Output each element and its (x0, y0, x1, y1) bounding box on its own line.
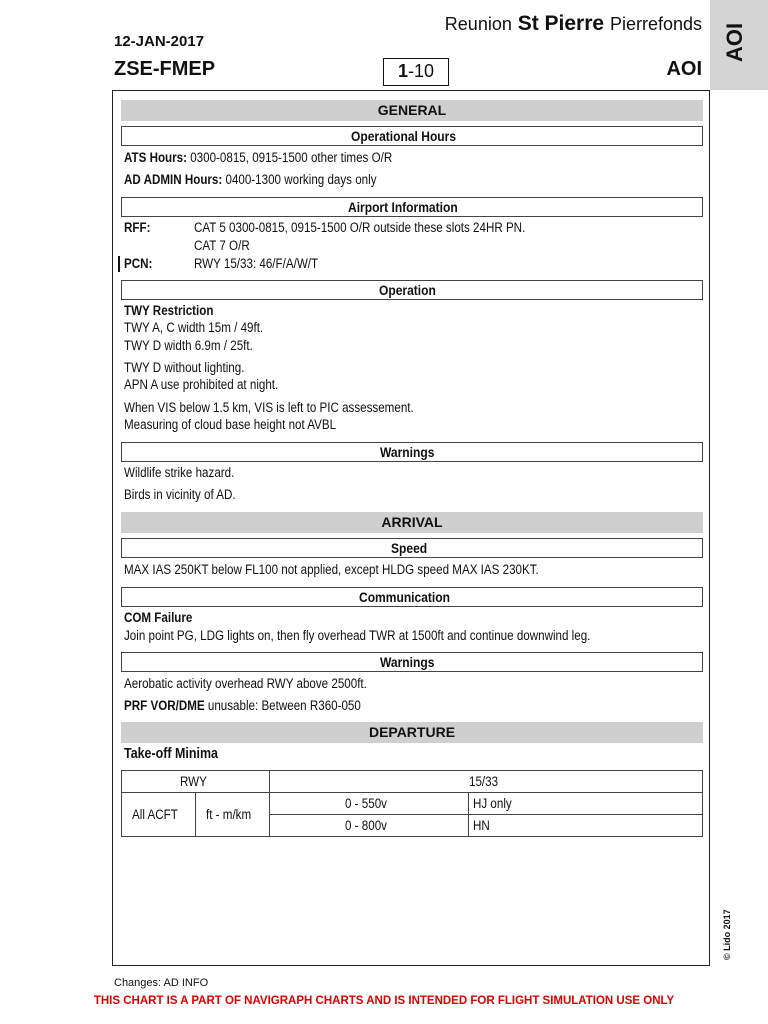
pcn-value-text: RWY 15/33: 46/F/A/W/T (194, 256, 319, 271)
arrival-header: ARRIVAL (121, 512, 703, 533)
rff-value-2 (194, 238, 259, 253)
minima-value-cell (269, 815, 469, 837)
operation-line (124, 320, 286, 335)
airport-city: Reunion (444, 14, 512, 34)
general-header: GENERAL (121, 100, 703, 121)
warning-line (124, 487, 254, 502)
airport-main-name: St Pierre (517, 12, 605, 35)
communication-header (121, 587, 703, 607)
operation-line (124, 417, 371, 432)
warning-line-2: Birds in vicinity of AD. (124, 487, 236, 502)
ad-admin-label: AD ADMIN Hours: (124, 172, 223, 187)
ad-admin-value: 0400-1300 working days only (222, 172, 377, 187)
acft-label-cell (122, 793, 196, 837)
general-warnings-header (121, 442, 703, 462)
com-failure-line-text: Join point PG, LDG lights on, then fly overhead TWR at 1500ft and continue downwind leg. (124, 628, 591, 643)
minima-condition-2: HN (473, 818, 491, 833)
page-number-rest: -10 (408, 61, 435, 81)
airport-information-header (121, 197, 703, 217)
rff-label (124, 220, 155, 235)
rff-value-2-text: CAT 7 O/R (194, 238, 250, 253)
takeoff-minima-title: Take-off Minima (124, 746, 218, 762)
prf-vor-dme-value: unusable: Between R360-050 (204, 698, 361, 713)
rff-value-1 (194, 220, 579, 235)
rwy-value-cell (269, 771, 702, 793)
warning-line (124, 465, 252, 480)
operation-line (124, 400, 461, 415)
rff-label-text: RFF: (124, 220, 151, 235)
rwy-label-cell (122, 771, 270, 793)
operation-line-2: TWY D width 6.9m / 25ft. (124, 338, 253, 353)
twy-restriction-label (124, 303, 228, 318)
minima-condition-1: HJ only (473, 796, 513, 811)
acft-label: All ACFT (131, 807, 178, 822)
section-tab-label: AOI (722, 22, 747, 62)
minima-condition-cell (469, 793, 703, 815)
pcn-label-text: PCN: (124, 256, 153, 271)
minima-value-2: 0 - 800v (344, 818, 387, 833)
operational-hours-title: Operational Hours (350, 128, 456, 144)
page-number (383, 58, 449, 86)
operation-line-4: APN A use prohibited at night. (124, 377, 279, 392)
rff-value-1-text: CAT 5 0300-0815, 0915-1500 O/R outside these slots 24HR PN. (194, 220, 526, 235)
rwy-value: 15/33 (469, 774, 499, 789)
pcn-label (124, 256, 157, 271)
takeoff-minima-table (121, 770, 703, 837)
com-failure-line (124, 628, 666, 643)
operation-line-3: TWY D without lighting. (124, 360, 245, 375)
rwy-label: RWY (179, 774, 207, 789)
ad-admin-hours (124, 172, 418, 187)
operation-line-6: Measuring of cloud base height not AVBL (124, 417, 337, 432)
section-tab (710, 0, 768, 90)
airport-name (445, 12, 702, 36)
table-row (122, 771, 703, 793)
arrival-warning-line (124, 676, 406, 691)
copyright-notice: © Lido 2017 (722, 909, 732, 960)
takeoff-minima-label (124, 746, 233, 762)
operation-line (124, 360, 264, 375)
revision-bar (118, 256, 120, 272)
ats-hours-value: 0300-0815, 0915-1500 other times O/R (186, 150, 393, 165)
page-number-main: 1 (397, 61, 408, 81)
operation-line (124, 377, 303, 392)
simulation-disclaimer: THIS CHART IS A PART OF NAVIGRAPH CHARTS AND IS INTENDED FOR FLIGHT SIMULATION USE ONLY (93, 995, 675, 1007)
speed-header (121, 538, 703, 558)
table-row (122, 793, 703, 815)
minima-value-1: 0 - 550v (344, 796, 387, 811)
unit-label: ft - m/km (206, 807, 252, 822)
operation-header (121, 280, 703, 300)
chart-date: 12-JAN-2017 (114, 33, 205, 50)
operation-line-5: When VIS below 1.5 km, VIS is left to PIC assessement. (124, 400, 414, 415)
minima-value-cell (269, 793, 469, 815)
operation-line (124, 338, 274, 353)
ats-hours (124, 150, 436, 165)
section-code: AOI (666, 58, 702, 80)
changes-note: Changes: AD INFO (114, 977, 209, 989)
operation-title: Operation (378, 282, 436, 298)
arrival-warnings-title: Warnings (380, 654, 435, 670)
airport-code: ZSE-FMEP (114, 58, 216, 80)
prf-vor-dme-label: PRF VOR/DME (124, 698, 205, 713)
ats-hours-label: ATS Hours: (124, 150, 187, 165)
airport-sub-name: Pierrefonds (609, 14, 702, 34)
com-failure-label-text: COM Failure (124, 610, 193, 625)
general-warnings-title: Warnings (380, 444, 435, 460)
operational-hours-header (121, 126, 703, 146)
warning-line-1: Wildlife strike hazard. (124, 465, 235, 480)
communication-title: Communication (359, 589, 451, 605)
speed-title: Speed (390, 540, 428, 556)
airport-information-title: Airport Information (348, 199, 458, 215)
pcn-value (194, 256, 338, 271)
twy-restriction-text: TWY Restriction (124, 303, 214, 318)
unit-label-cell (195, 793, 269, 837)
minima-condition-cell (469, 815, 703, 837)
operation-line-1: TWY A, C width 15m / 49ft. (124, 320, 264, 335)
com-failure-label (124, 610, 204, 625)
speed-line (124, 562, 606, 577)
prf-vor-dme-line (124, 698, 399, 713)
departure-header: DEPARTURE (121, 722, 703, 743)
arrival-warning-line-1: Aerobatic activity overhead RWY above 2500ft. (124, 676, 367, 691)
arrival-warnings-header (121, 652, 703, 672)
speed-line-text: MAX IAS 250KT below FL100 not applied, except HLDG speed MAX IAS 230KT. (124, 562, 539, 577)
